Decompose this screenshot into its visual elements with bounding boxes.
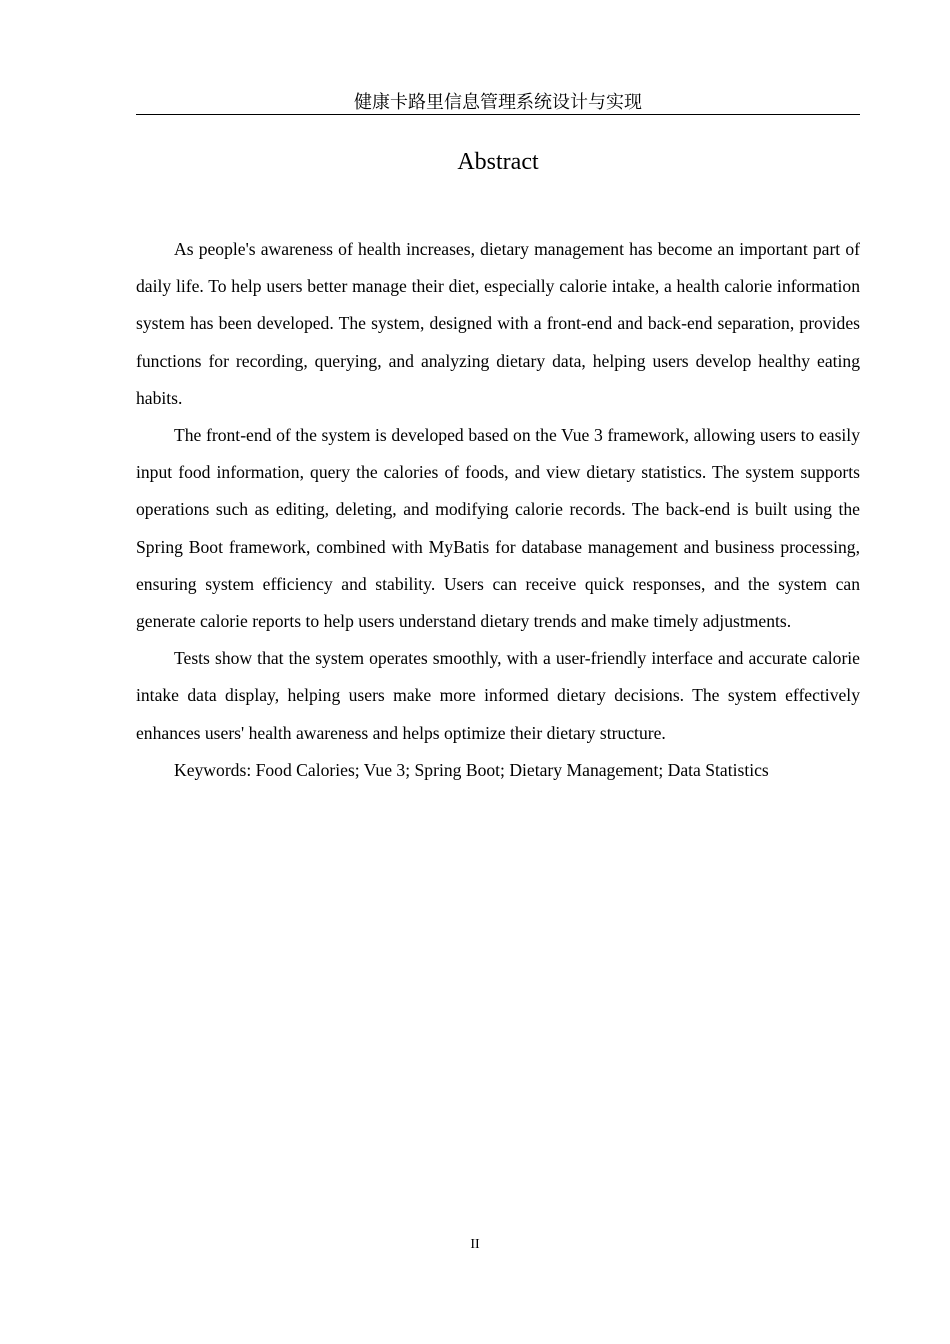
running-header: 健康卡路里信息管理系统设计与实现 (136, 90, 860, 115)
abstract-paragraph-1: As people's awareness of health increases, dietary management has become an important part of daily life. To help users better manage their diet, especially calorie intake, a health calorie information system has been developed. The system, designed with a front-end and back-end separation, provides functions for recording, querying, and analyzing dietary data, helping users develop healthy eating habits. (136, 239, 860, 408)
abstract-title: Abstract (457, 149, 539, 175)
page-number: II (470, 1237, 480, 1252)
abstract-body (136, 231, 860, 789)
keywords-line: Keywords: Food Calories; Vue 3; Spring Boot; Dietary Management; Data Statistics (174, 759, 769, 780)
abstract-paragraph-3: Tests show that the system operates smoothly, with a user-friendly interface and accurate calorie intake data display, helping users make more informed dietary decisions. The system effectively enhances users' health awareness and helps optimize their dietary structure. (136, 648, 860, 743)
abstract-paragraph-2: The front-end of the system is developed based on the Vue 3 framework, allowing users to easily input food information, query the calories of foods, and view dietary statistics. The system supports operations such as editing, deleting, and modifying calorie records. The back-end is built using the Spring Boot framework, combined with MyBatis for database management and business processing, ensuring system efficiency and stability. Users can receive quick responses, and the system can generate calorie reports to help users understand dietary trends and make timely adjustments. (136, 425, 860, 632)
